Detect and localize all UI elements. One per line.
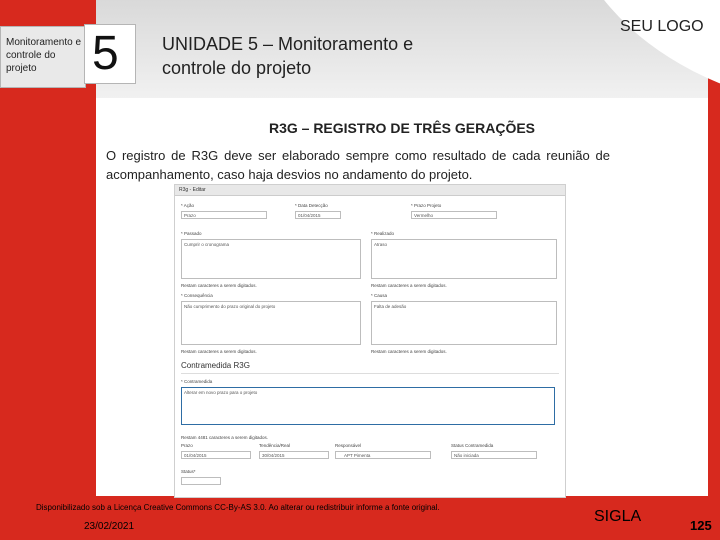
status-label: Status* <box>181 469 196 474</box>
section-divider <box>181 373 559 374</box>
restam-hint-1: Restam caracteres a serem digitados. <box>181 283 257 288</box>
module-number: 5 <box>92 27 119 80</box>
causa-textarea[interactable] <box>371 301 557 345</box>
prazo-projeto-label: * Prazo Projeto <box>411 203 442 208</box>
realizado-textarea[interactable] <box>371 239 557 279</box>
description-paragraph: O registro de R3G deve ser elaborado sempre como resultado de cada reunião de acompanhamento, caso haja desvios no andamento do projeto. <box>106 148 610 182</box>
tendencia-label: Tendência/Real <box>259 443 291 448</box>
module-label: Monitoramento e controle do projeto <box>6 37 82 74</box>
unit-title-line2: controle do projeto <box>162 58 312 78</box>
prazo-projeto-select[interactable] <box>411 211 497 219</box>
restam-hint-3: Restam caracteres a serem digitados. <box>181 349 257 354</box>
passado-textarea[interactable] <box>181 239 361 279</box>
consequencia-textarea[interactable] <box>181 301 361 345</box>
tendencia-field[interactable] <box>259 451 329 459</box>
status-contramedida-select[interactable] <box>451 451 537 459</box>
status-select[interactable] <box>181 477 221 485</box>
logo-placeholder: SEU LOGO <box>620 18 704 35</box>
restam-hint-5: Restam 4481 caracteres a serem digitados. <box>181 435 269 440</box>
r3g-form-screenshot <box>174 184 566 498</box>
sigla-placeholder: SIGLA <box>594 508 642 525</box>
contramedida-value: Alterar em novo prazo para o projeto <box>184 390 258 395</box>
passado-value: Cumprir o cronograma <box>184 242 230 247</box>
restam-hint-4: Restam caracteres a serem digitados. <box>371 349 447 354</box>
data-deteccao-field[interactable] <box>295 211 341 219</box>
status-contramedida-value: Não iniciada <box>454 453 479 458</box>
form-title-bar <box>175 185 565 196</box>
page-number: 125 <box>690 518 712 533</box>
consequencia-label: * Consequência <box>181 293 213 298</box>
consequencia-value: Não cumprimento do prazo original do projeto <box>184 304 276 309</box>
responsavel-label: Responsável <box>335 443 362 448</box>
data-deteccao-label: * Data Detecção <box>295 203 328 208</box>
responsavel-value: APT Pimenta <box>344 453 371 458</box>
realizado-value: Atraso <box>374 242 388 247</box>
responsavel-field[interactable] <box>335 451 431 459</box>
restam-hint-2: Restam caracteres a serem digitados. <box>371 283 447 288</box>
status-contramedida-label: Status Contramedida <box>451 443 494 448</box>
contramedida-label: * Contramedida <box>181 379 213 384</box>
passado-label: * Passado <box>181 231 202 236</box>
acao-select[interactable] <box>181 211 267 219</box>
footer-date: 23/02/2021 <box>84 521 135 532</box>
prazo-label: Prazo <box>181 443 193 448</box>
form-title: R3g - Editar <box>179 187 206 193</box>
data-deteccao-value: 01/04/2015 <box>298 213 321 218</box>
contramedida-section-title: Contramedida R3G <box>181 361 250 370</box>
contramedida-textarea[interactable] <box>181 387 555 425</box>
prazo-projeto-value: Vermelho <box>414 213 434 218</box>
unit-title-line1: UNIDADE 5 – Monitoramento e <box>162 34 414 54</box>
acao-value: Prazo <box>184 213 196 218</box>
causa-label: * Causa <box>371 293 388 298</box>
unit-title <box>162 32 413 80</box>
prazo-field[interactable] <box>181 451 251 459</box>
tendencia-value: 30/04/2015 <box>262 453 285 458</box>
license-text: Disponibilizado sob a Licença Creative Commons CC-By-AS 3.0. Ao alterar ou redistribuir informe a fonte original. <box>36 503 440 512</box>
causa-value: Falta de adesão <box>374 304 407 309</box>
acao-label: * Ação <box>181 203 195 208</box>
prazo-value: 01/04/2015 <box>184 453 207 458</box>
section-title: R3G – REGISTRO DE TRÊS GERAÇÕES <box>268 120 536 136</box>
realizado-label: * Realizado <box>371 231 395 236</box>
